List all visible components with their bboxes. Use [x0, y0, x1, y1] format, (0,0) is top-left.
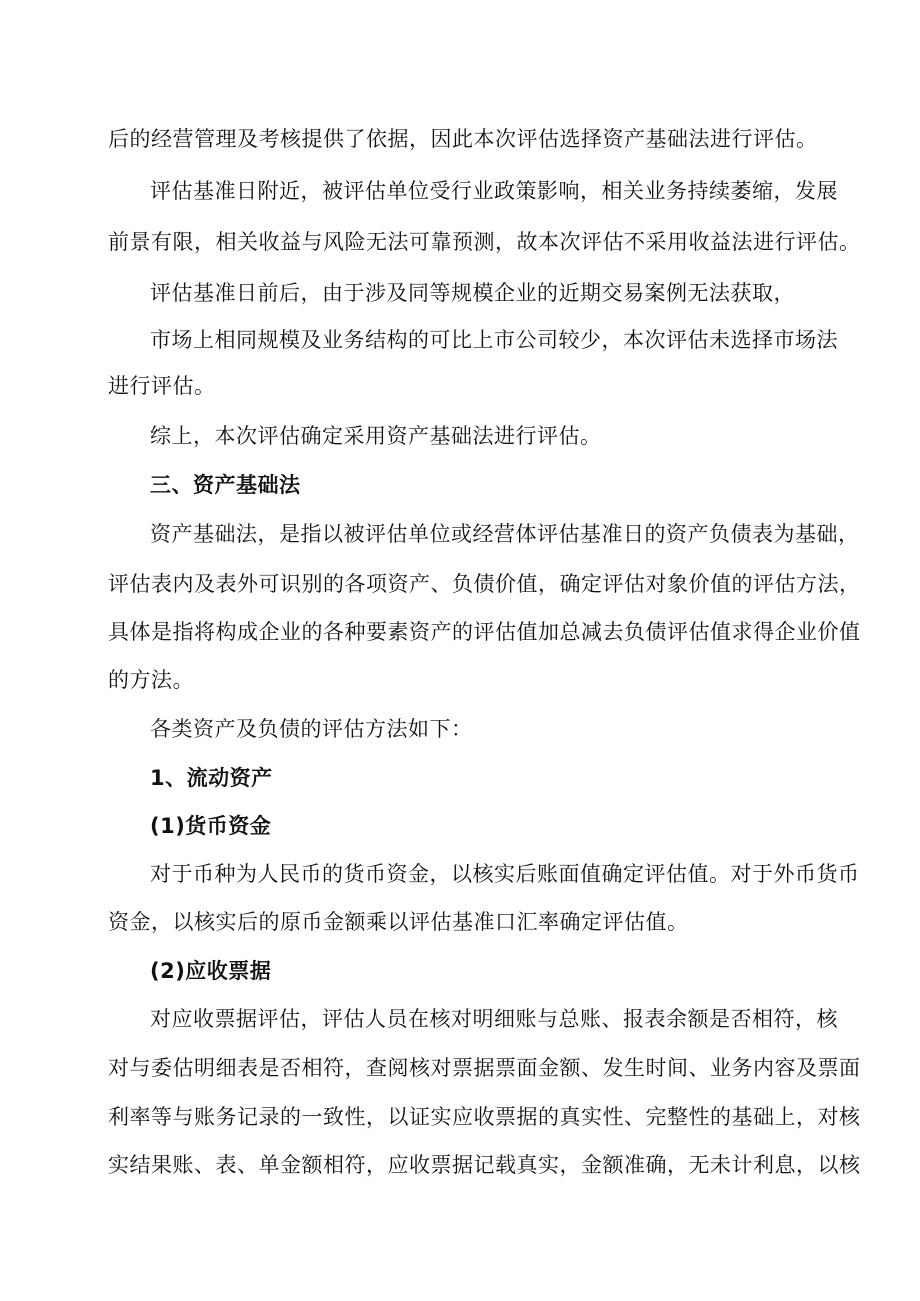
- paragraph-line: 进行评估。: [108, 374, 216, 398]
- paragraph-line: 具体是指将构成企业的各种要素资产的评估值加总减去负债评估值求得企业价值: [108, 620, 861, 644]
- paragraph-line: 评估基准日附近，被评估单位受行业政策影响，相关业务持续萎缩，发展: [150, 179, 838, 203]
- paragraph-line: 评估基准日前后，由于涉及同等规模企业的近期交易案例无法获取，: [150, 281, 795, 305]
- paragraph-line: 实结果账、表、单金额相符，应收票据记载真实，金额准确，无未计利息，以核: [108, 1153, 861, 1177]
- paragraph-line: 评估表内及表外可识别的各项资产、负债价值，确定评估对象价值的评估方法，: [108, 572, 861, 596]
- paragraph-line: 对与委估明细表是否相符，查阅核对票据票面金额、发生时间、业务内容及票面: [108, 1056, 861, 1080]
- subsection-heading: (1)货币资金: [150, 814, 272, 838]
- paragraph-line: 前景有限，相关收益与风险无法可靠预测，故本次评估不采用收益法进行评估。: [108, 230, 861, 254]
- paragraph-line: 后的经营管理及考核提供了依据，因此本次评估选择资产基础法进行评估。: [108, 127, 818, 151]
- paragraph-line: 综上，本次评估确定采用资产基础法进行评估。: [150, 424, 602, 448]
- paragraph-line: 对于币种为人民币的货币资金，以核实后账面值确定评估值。对于外币货币: [150, 862, 860, 886]
- paragraph-line: 资金，以核实后的原币金额乘以评估基准口汇率确定评估值。: [108, 910, 689, 934]
- paragraph-line: 的方法。: [108, 668, 194, 692]
- paragraph-line: 各类资产及负债的评估方法如下：: [150, 717, 473, 741]
- subsection-heading: 1、流动资产: [150, 766, 273, 790]
- paragraph-line: 市场上相同规模及业务结构的可比上市公司较少，本次评估未选择市场法: [150, 328, 838, 352]
- paragraph-line: 利率等与账务记录的一致性，以证实应收票据的真实性、完整性的基础上，对核: [108, 1105, 861, 1129]
- paragraph-line: 对应收票据评估，评估人员在核对明细账与总账、报表余额是否相符，核: [150, 1007, 838, 1031]
- paragraph-line: 资产基础法，是指以被评估单位或经营体评估基准日的资产负债表为基础，: [150, 522, 860, 546]
- section-heading: 三、资产基础法: [150, 473, 301, 497]
- subsection-heading: (2)应收票据: [150, 959, 272, 983]
